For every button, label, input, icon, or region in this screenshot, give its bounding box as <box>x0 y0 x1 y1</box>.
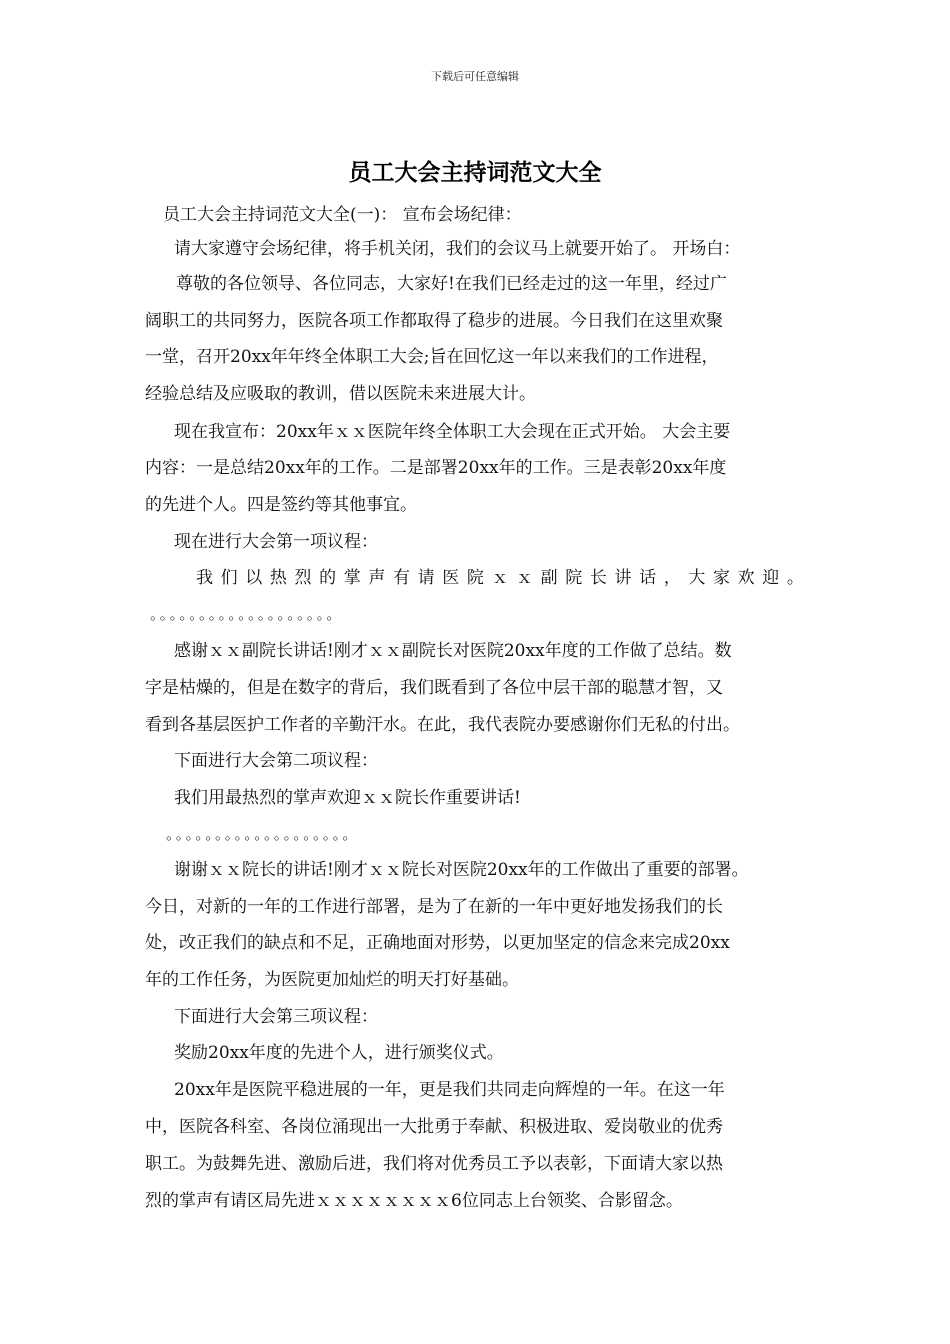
paragraph-line: 我们用最热烈的掌声欢迎ｘｘ院长作重要讲话! <box>174 788 521 808</box>
paragraph-line: 年的工作任务，为医院更加灿烂的明天打好基础。 <box>145 970 519 990</box>
paragraph-line: 中，医院各科室、各岗位涌现出一大批勇于奉献、积极进取、爱岗敬业的优秀 <box>145 1117 723 1137</box>
document-title: 员工大会主持词范文大全 <box>348 159 602 186</box>
paragraph-line: 奖励20xx年度的先进个人，进行颁奖仪式。 <box>174 1043 504 1063</box>
paragraph-line: 请大家遵守会场纪律，将手机关闭，我们的会议马上就要开始了。 开场白： <box>174 239 741 259</box>
paragraph-line: 谢谢ｘｘ院长的讲话!刚才ｘｘ院长对医院20xx年的工作做出了重要的部署。 <box>174 860 749 880</box>
paragraph-line: 处，改正我们的缺点和不足，正确地面对形势，以更加坚定的信念来完成20xx <box>145 933 730 953</box>
paragraph-line: 阔职工的共同努力，医院各项工作都取得了稳步的进展。今日我们在这里欢聚 <box>145 311 723 331</box>
paragraph-line: 看到各基层医护工作者的辛勤汗水。在此，我代表院办要感谢你们无私的付出。 <box>145 715 740 735</box>
paragraph-line: 我们以热烈的掌声有请医院ｘｘ副院长讲话，大家欢迎。 <box>196 568 812 588</box>
paragraph-line: 尊敬的各位领导、各位同志，大家好!在我们已经走过的这一年里，经过广 <box>176 274 727 294</box>
paragraph-line: 内容：一是总结20xx年的工作。二是部署20xx年的工作。三是表彰20xx年度 <box>145 458 727 478</box>
paragraph-line: 。。。。。。。。。。。。。。。。。。。 <box>150 605 344 623</box>
paragraph-line: 经验总结及应吸取的教训，借以医院未来进展大计。 <box>145 384 536 404</box>
paragraph-line: 一堂，召开20xx年年终全体职工大会;旨在回忆这一年以来我们的工作进程， <box>145 347 719 367</box>
paragraph-line: 烈的掌声有请区局先进ｘｘｘｘｘｘｘｘ6位同志上台领奖、合影留念。 <box>145 1191 683 1211</box>
paragraph-line: 今日，对新的一年的工作进行部署，是为了在新的一年中更好地发扬我们的长 <box>145 897 723 917</box>
paragraph-line: 员工大会主持词范文大全(一)： 宣布会场纪律： <box>163 205 522 225</box>
paragraph-line: 下面进行大会第二项议程： <box>174 751 378 771</box>
paragraph-line: 职工。为鼓舞先进、激励后进，我们将对优秀员工予以表彰，下面请大家以热 <box>145 1154 723 1174</box>
paragraph-line: 字是枯燥的，但是在数字的背后，我们既看到了各位中层干部的聪慧才智，又 <box>145 678 723 698</box>
paragraph-line: 的先进个人。四是签约等其他事宜。 <box>145 495 417 515</box>
page-header: 下载后可任意编辑 <box>431 70 519 83</box>
paragraph-line: 感谢ｘｘ副院长讲话!刚才ｘｘ副院长对医院20xx年度的工作做了总结。数 <box>174 641 732 661</box>
paragraph-line: 现在我宣布：20xx年ｘｘ医院年终全体职工大会现在正式开始。 大会主要 <box>174 422 731 442</box>
paragraph-line: 现在进行大会第一项议程： <box>174 532 378 552</box>
paragraph-line: 。。。。。。。。。。。。。。。。。。。 <box>166 825 360 843</box>
paragraph-line: 下面进行大会第三项议程： <box>174 1007 378 1027</box>
paragraph-line: 20xx年是医院平稳进展的一年，更是我们共同走向辉煌的一年。在这一年 <box>174 1080 725 1100</box>
